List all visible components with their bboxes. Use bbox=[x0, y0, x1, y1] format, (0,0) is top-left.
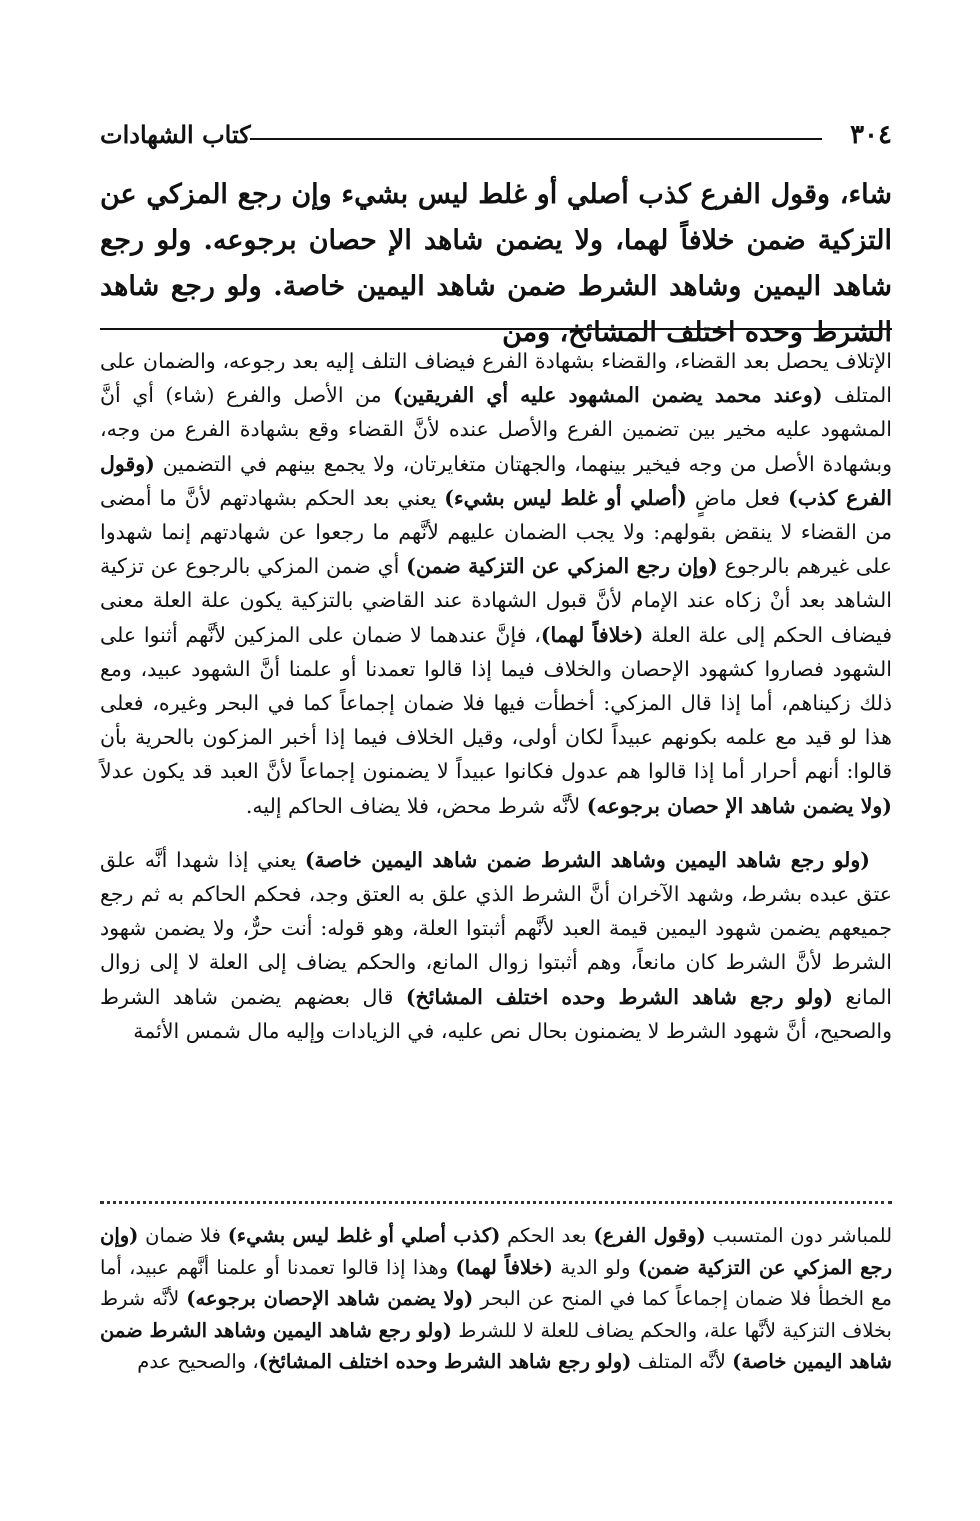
page-header bbox=[100, 118, 892, 158]
header-rule bbox=[250, 138, 822, 140]
bold-quote-segment: (ولو رجع شاهد الشرط وحده اختلف المشائخ) bbox=[405, 984, 833, 1009]
bold-quote-segment: (ولو رجع شاهد اليمين وشاهد الشرط ضمن شاهد اليمين خاصة) bbox=[304, 847, 871, 872]
main-text-paragraph: شاء، وقول الفرع كذب أصلي أو غلط ليس بشيء وإن رجع المزكي عن التزكية ضمن خلافاً لهما، ولا يضمن شاهد الإ حصان برجوعه. ولو رجع شاهد اليمين وشاهد الشرط ضمن شاهد اليمين خاصة. ولو رجع شاهد الشرط وحده اختلف المشائخ، ومن bbox=[100, 179, 892, 348]
bold-quote-segment: (ولا يضمن شاهد الإ حصان برجوعه) bbox=[586, 793, 892, 818]
main-text-separator bbox=[100, 328, 892, 330]
text-segment: الإتلاف يحصل بعد القضاء، والقضاء بشهادة الفرع فيضاف التلف إليه بعد رجوعه، والضمان على المتلف bbox=[100, 349, 892, 408]
bold-quote-segment: (ولو رجع شاهد اليمين وشاهد الشرط ضمن شاهد اليمين خاصة) bbox=[100, 1318, 892, 1373]
commentary bbox=[100, 344, 892, 1048]
text-segment: يعني إذا شهدا أنَّه علق عتق عبده بشرط، وشهد الآخران أنَّ الشرط الذي علق به العتق وجد، فحكم الحاكم به ثم رجع جميعهم يضمن شهود اليمين قيمة العبد لأنَّهم أثبتوا العلة، وهو قوله: أنت حرٌّ، ولا يضمن شهود الشرط لأنَّ الشرط كان مانعاً، وهم أثبتوا زوال المانع، والحكم يضاف إلى العلة لا إلى زوال المانع bbox=[100, 847, 893, 1009]
text-segment: وهذا إذا قالوا تعمدنا أو علمنا أنَّهم عبيد، أما مع الخطأ فلا ضمان إجماعاً كما في المنح عن البحر bbox=[100, 1255, 892, 1310]
footnote bbox=[100, 1220, 892, 1378]
bold-quote-segment: (كذب أصلي أو غلط ليس بشيء) bbox=[227, 1224, 501, 1247]
text-segment: فلا ضمان bbox=[138, 1224, 228, 1247]
bold-quote-segment: (وإن رجع المزكي عن التزكية ضمن) bbox=[100, 1224, 892, 1279]
page-number: ٣٠٤ bbox=[850, 120, 892, 150]
commentary-paragraph-1 bbox=[100, 344, 892, 823]
text-segment: ، والصحيح عدم bbox=[137, 1350, 259, 1373]
text-segment: للمباشر دون المتسبب bbox=[705, 1224, 893, 1247]
bold-quote-segment: (وقول الفرع) bbox=[593, 1224, 706, 1247]
commentary-paragraph-2 bbox=[100, 843, 892, 1048]
text-segment: من الأصل والفرع (شاء) أي أنَّ المشهود عليه مخير بين تضمين الفرع والأصل عنده لأنَّ القضاء وقع بشهادة الفرع من وجه، وبشهادة الأصل من وجه فيخير بينهما، والجهتان متغايرتان، ولا يجمع بينهم في التضمين bbox=[100, 383, 892, 476]
text-segment: بعد الحكم bbox=[500, 1224, 594, 1247]
text-segment: فعل ماضٍ bbox=[686, 485, 789, 510]
text-segment: لأنَّه شرط محض، فلا يضاف الحاكم إليه. bbox=[245, 793, 587, 818]
footnote-separator bbox=[100, 1201, 892, 1204]
text-segment: ولو الدية bbox=[552, 1255, 638, 1279]
book-title: كتاب الشهادات bbox=[100, 120, 251, 149]
bold-quote-segment: (أصلي أو غلط ليس بشيء) bbox=[444, 485, 687, 510]
text-segment: أي ضمن المزكي بالرجوع عن تزكية الشاهد بعد أنْ زكاه عند الإمام لأنَّ قبول الشهادة عند القاضي بالتزكية يكون علة العلة معنى فيضاف الحكم إلى علة العلة bbox=[100, 554, 893, 647]
bold-quote-segment: (وإن رجع المزكي عن التزكية ضمن) bbox=[406, 554, 718, 579]
bold-quote-segment: (ولو رجع شاهد الشرط وحده اختلف المشائخ) bbox=[258, 1350, 632, 1373]
footnote-paragraph bbox=[100, 1220, 892, 1378]
bold-quote-segment: (خلافاً لهما) bbox=[455, 1255, 553, 1279]
bold-quote-segment: (ولا يضمن شاهد الإحصان برجوعه) bbox=[186, 1287, 474, 1310]
bold-quote-segment: (وعند محمد يضمن المشهود عليه أي الفريقين) bbox=[393, 383, 823, 408]
text-segment: لأنَّه شرط بخلاف التزكية لأنَّها علة، والحكم يضاف للعلة لا للشرط bbox=[100, 1287, 892, 1342]
bold-quote-segment: (وقول الفرع كذب) bbox=[100, 451, 892, 510]
text-segment: ، فإنَّ عندهما لا ضمان على المزكين لأنَّهم أثنوا على الشهود فصاروا كشهود الإحصان والخلاف فيما إذا قالوا تعمدنا أو علمنا أنَّ الشهود عبيد، ومع ذلك زكيناهم، أما إذا قال المزكي: أخطأت فيها فلا ضمان إجماعاً كما في البحر وغيره، فعلى هذا لو قيد مع علمه بكونهم عبيداً لكان أولى، وقيل الخلاف فيما إذا أخبر المزكون بالحرية بأن قالوا: أنهم أحرار أما إذا قالوا هم عدول فكانوا عبيداً لا يضمنون إجماعاً لأنَّ العبد قد يكون عدلاً bbox=[100, 622, 892, 784]
bold-quote-segment: (خلافاً لهما) bbox=[540, 622, 644, 647]
text-segment: لأنَّه المتلف bbox=[631, 1350, 733, 1373]
text-segment: قال بعضهم يضمن شاهد الشرط والصحيح، أنَّ شهود الشرط لا يضمنون بحال نص عليه، في الزيادات وإليه مال شمس الأئمة bbox=[100, 984, 892, 1043]
text-segment: يعني بعد الحكم بشهادتهم لأنَّ ما أمضى من القضاء لا ينقض بقولهم: ولا يجب الضمان عليهم لأنَّهم ما رجعوا عن شهادتهم إنما شهدوا على غيرهم بالرجوع bbox=[100, 485, 892, 579]
